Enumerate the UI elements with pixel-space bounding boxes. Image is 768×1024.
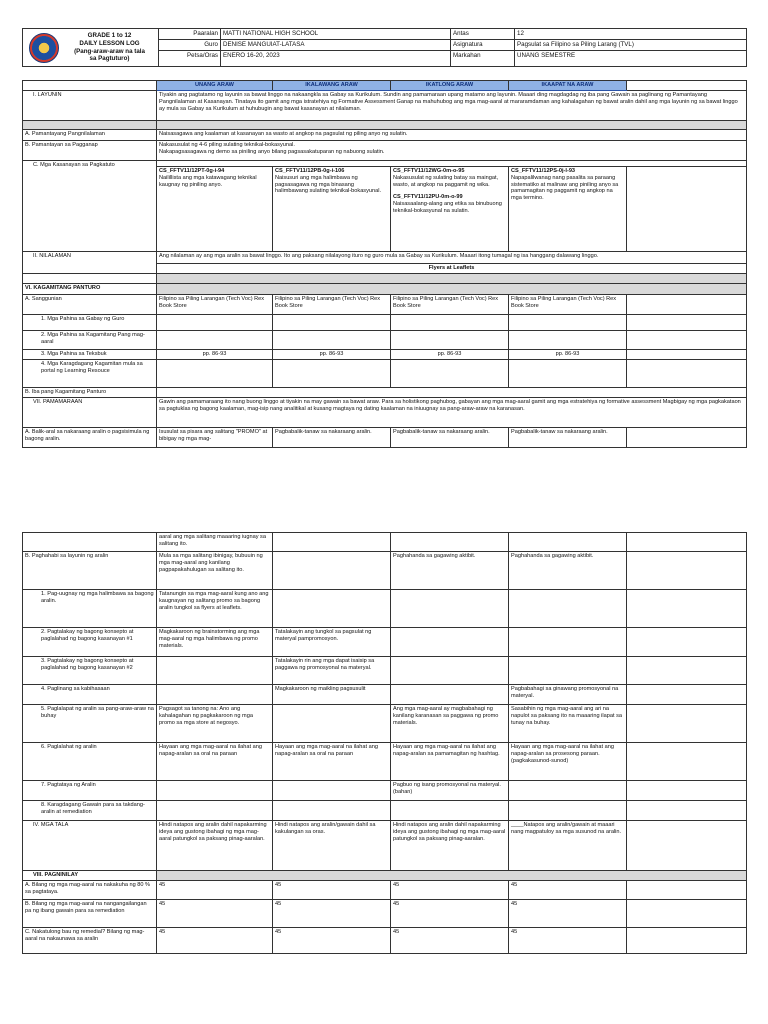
sanggunian-day-3: Filipino sa Piling Larangan (Tech Voc) Rex Book Store (391, 295, 509, 315)
pagtalakay-1-day-4 (509, 628, 627, 657)
grade-line-2: DAILY LESSON LOG (79, 39, 140, 47)
kasanayan-day-3 (391, 167, 509, 252)
mga-tala-label: IV. MGA TALA (23, 821, 157, 871)
paglinang-day-4: Pagbabahagi sa ginawang promosyonal na materyal. (509, 685, 627, 705)
refl-b-blank (627, 900, 747, 928)
pagtataya-label: 7. Pagtataya ng Aralin (23, 781, 157, 801)
kagamitan-label: VI. KAGAMITANG PANTURO (23, 284, 157, 295)
gabay-blank (627, 315, 747, 331)
pagganap-line-1: Nakasusulat ng 4-6 piling sulating teknikal-bokasyunal. (159, 142, 295, 148)
competency-code: CS_FFTV11/12PS-0j-l-93 (511, 168, 576, 174)
kasanayan-day-1 (157, 167, 273, 252)
grade-line-4: sa Pagtuturo) (89, 55, 130, 63)
refl-c-blank (627, 928, 747, 954)
quarter-label: Markahan (451, 51, 515, 67)
lesson-log-header (22, 28, 747, 67)
balik-aral-day-3: Pagbabalik-tanaw sa nakaraang aralin. (391, 428, 509, 448)
teksbuk-day-1: pp. 86-93 (157, 350, 273, 360)
mga-tala-day-2: Hindi natapos ang aralin/gawain dahil sa kakulangan sa oras. (273, 821, 391, 871)
paglalahat-blank (627, 743, 747, 781)
cont-day-3 (391, 533, 509, 552)
paghahabi-label: B. Paghahabi sa layunin ng aralin (23, 552, 157, 590)
karagdagang-day-4 (509, 360, 627, 388)
gabay-day-2 (273, 315, 391, 331)
pag-uugnay-day-2 (273, 590, 391, 628)
sanggunian-day-4: Filipino sa Piling Larangan (Tech Voc) Rex Book Store (509, 295, 627, 315)
paglalapat-day-2 (273, 705, 391, 743)
refl-b-label: B. Bilang ng mga mag-aaral na nangangailangan pa ng ibang gawain para sa remediation (23, 900, 157, 928)
date-label: Petsa/Oras (159, 51, 221, 67)
refl-c-day-1: 45 (157, 928, 273, 954)
paglalapat-day-3: Ang mga mag-aaral ay magbabahagi ng kanilang karanasan sa paggawa ng promo materials. (391, 705, 509, 743)
mga-tala-blank (627, 821, 747, 871)
pagtalakay-1-day-2: Tatalakayin ang tungkol sa pagsulat ng materyal pampromosyon. (273, 628, 391, 657)
competency-text: Naisusuri ang mga halimbawa ng pagsasagawa ng mga binasang halimbawang sulating teknikal-bokasyunal. (275, 174, 382, 195)
spacer-row-2-fill (157, 274, 747, 284)
pagninilay-fill (157, 871, 747, 881)
spacer-row-2 (23, 274, 157, 284)
pagtalakay-1-day-3 (391, 628, 509, 657)
corner-cell (23, 81, 157, 91)
pagtataya-day-4 (509, 781, 627, 801)
pagtataya-day-2 (273, 781, 391, 801)
pagganap-text (157, 141, 747, 161)
nilalaman-text: Ang nilalaman ay ang mga aralin sa bawat linggo. Ito ang paksang nilalayong ituro ng guro mula sa Gabay sa Kurikulum. Maaari itong tumagal ng isa hanggang dalawang linggo. (157, 252, 747, 264)
teksbuk-day-3: pp. 86-93 (391, 350, 509, 360)
kagamitan-pahina-label: 2. Mga Pahina sa Kagamitang Pang mag-aaral (23, 331, 157, 350)
pagtataya-blank (627, 781, 747, 801)
competency-text-2: Naisasaalang-alang ang etika sa binubuong teknikal-bokasyunal na sulatin. (393, 201, 502, 215)
teksbuk-blank (627, 350, 747, 360)
grade-level-value: 12 (515, 29, 747, 40)
layunin-text: Tiyakin ang pagtatamo ng layunin sa bawat linggo na nakaangkla sa Gabay sa Kurikulum. Sundin ang pamamaraan upang matamo ang layunin. Maaari ding magdagdag ng iba pang Gawain sa paglinang ng Pamantayang Pangnilalaman at Kasanayan. Tinataya ito gamit ang mga istratehiya ng Formative Assessment Ganap na mahuhubog ang mga mag-aaral at mararamdaman ang kahalagahan ng bawat aralin dahil ang mga layunin ng sa bawat linggo ay mula sa Gabay sa Kurikulum at huhubugin ang bawat kasanayan at nilalaman. (157, 91, 747, 121)
paghahabi-day-4: Paghahanda sa gagawing aktibit. (509, 552, 627, 590)
karagdagang-label: 4. Mga Karagdagang Kagamitan mula sa portal ng Learning Resouce (23, 360, 157, 388)
mga-tala-day-1: Hindi natapos ang aralin dahil napakarming ideya ang gustong ibahagi ng mga mag-aaral patungkol sa paksang pinag-aaralan. (157, 821, 273, 871)
cont-blank (627, 533, 747, 552)
competency-text: Nailillista ang mga katawagang teknikal kaugnay ng piniling anyo. (159, 174, 257, 188)
competency-text: Nakasusulat ng sulating batay sa maingat, wasto, at angkop na paggamit ng wika. (393, 174, 499, 188)
day-head-2: IKALAWANG ARAW (273, 81, 391, 91)
competency-code: CS_FFTV11/12PB-0g-i-106 (275, 168, 345, 174)
paghahabi-day-3: Paghahanda sa gagawing aktibit. (391, 552, 509, 590)
pagtalakay-2-day-1 (157, 657, 273, 685)
paglalapat-day-4: Sasabihin ng mga mag-aaral ang ari na napulot sa paksang ito na maaaring ilapat sa tunay na buhay. (509, 705, 627, 743)
kasanayan-day-4 (509, 167, 627, 252)
karagdagang-day-1 (157, 360, 273, 388)
refl-b-day-3: 45 (391, 900, 509, 928)
kasanayan-label: C. Mga Kasanayan sa Pagkatuto (23, 161, 157, 252)
pamamaraan-text: Gawin ang pamamaraang ito nang buong linggo at tiyakin na may gawain sa bawat araw. Para sa holistikong paghubog, gabayan ang mga mag-aaral gamit ang mga estratehiya ng formative assessment Magbigay ng mga pagkakataon sa pagtuklas ng bagong kaalaman, mag-isip nang analitikal at kusang magtaya ng dating kaalaman na iniuugnay sa pang-araw-araw na karanasan. (157, 398, 747, 428)
refl-a-day-2: 45 (273, 881, 391, 900)
school-label: Paaralan (159, 29, 221, 40)
paglalahat-day-4: Hayaan ang mga mag-aaral na ilahat ang napag-aralan sa prosesong paraan. (pagkakasunod-sunod) (509, 743, 627, 781)
refl-c-day-4: 45 (509, 928, 627, 954)
kagamitan-day-1 (157, 331, 273, 350)
school-value: MATTI NATIONAL HIGH SCHOOL (221, 29, 451, 40)
paglalahat-label: 6. Paglalahat ng aralin (23, 743, 157, 781)
teacher-label: Guro (159, 40, 221, 51)
day-head-1: UNANG ARAW (157, 81, 273, 91)
mga-tala-day-4: ____Natapos ang aralin/gawain at maaari nang magpatuloy sa mga susunod na aralin. (509, 821, 627, 871)
competency-code: CS_FFTV11/12PT-0g-i-94 (159, 168, 225, 174)
teksbuk-day-2: pp. 86-93 (273, 350, 391, 360)
kagamitan-day-4 (509, 331, 627, 350)
pagganap-label: B. Pamantayan sa Pagganap (23, 141, 157, 161)
karagdagang-gawain-day-3 (391, 801, 509, 821)
sanggunian-day-2: Filipino sa Piling Larangan (Tech Voc) Rex Book Store (273, 295, 391, 315)
karagdagang-gawain-day-1 (157, 801, 273, 821)
balik-aral-blank (627, 428, 747, 448)
refl-b-day-4: 45 (509, 900, 627, 928)
nilalaman-label: II. NILALAMAN (23, 252, 157, 274)
spacer-row-fill (157, 121, 747, 130)
paghahabi-day-2 (273, 552, 391, 590)
sanggunian-label: A. Sanggunian (23, 295, 157, 315)
pag-uugnay-day-3 (391, 590, 509, 628)
cont-day-2 (273, 533, 391, 552)
sanggunian-day-1: Filipino sa Piling Larangan (Tech Voc) Rex Book Store (157, 295, 273, 315)
balik-aral-day-2: Pagbabalik-tanaw sa nakaraang aralin. (273, 428, 391, 448)
teacher-value: DENISE MANGUIAT-LATASA (221, 40, 451, 51)
date-value: ENERO 16-20, 2023 (221, 51, 451, 67)
nilalaman-topic: Flyers at Leaflets (157, 264, 747, 274)
pagtalakay-2-label: 3. Pagtalakay ng bagong konsepto at paglalahad ng bagong kasanayan #2 (23, 657, 157, 685)
cont-day-1: aaral ang mga salitang maaaring iugnay sa salitang ito. (157, 533, 273, 552)
teksbuk-label: 3. Mga Pahina sa Teksbuk (23, 350, 157, 360)
layunin-label: I. LAYUNIN (23, 91, 157, 121)
gabay-day-3 (391, 315, 509, 331)
paglalapat-label: 5. Paglalapat ng aralin sa pang-araw-araw na buhay (23, 705, 157, 743)
iba-label: B. Iba pang Kagamitang Panturo (23, 388, 157, 398)
pagtalakay-2-day-3 (391, 657, 509, 685)
kasanayan-day-2 (273, 167, 391, 252)
paglinang-day-2: Magkakaroon ng maikling pagsusulit (273, 685, 391, 705)
quarter-value: UNANG SEMESTRE (515, 51, 747, 67)
header-logo-block (23, 29, 159, 67)
blank-head (627, 81, 747, 91)
competency-code-2: CS_FFTV11/12PU-0m-o-99 (393, 194, 463, 201)
competency-code: CS_FFTV11/12WG-0m-o-95 (393, 168, 465, 174)
grade-level-label: Antas (451, 29, 515, 40)
pagninilay-label: VIII. PAGNINILAY (23, 871, 157, 881)
refl-a-blank (627, 881, 747, 900)
teksbuk-day-4: pp. 86-93 (509, 350, 627, 360)
refl-b-day-1: 45 (157, 900, 273, 928)
school-seal-icon (29, 33, 59, 63)
kagamitan-blank (627, 331, 747, 350)
pagtalakay-1-blank (627, 628, 747, 657)
pangnilalaman-text: Naisasagawa ang kaalaman at kasanayan sa wasto at angkop na pagsulat ng piling anyo ng sulatin. (157, 130, 747, 141)
subject-label: Asignatura (451, 40, 515, 51)
balik-aral-day-4: Pagbabalik-tanaw sa nakaraang aralin. (509, 428, 627, 448)
kasanayan-blank (627, 167, 747, 252)
refl-c-label: C. Nakatulong bau ng remedial? Bilang ng mag-aaral na nakaunawa sa aralin (23, 928, 157, 954)
pag-uugnay-day-1: Tatanungin sa mga mag-aaral kung ano ang kaugnayan ng salitang promo sa bagong aralin tungkol sa flyers at leaflets. (157, 590, 273, 628)
cont-label (23, 533, 157, 552)
pag-uugnay-blank (627, 590, 747, 628)
spacer-row (23, 121, 157, 130)
iba-fill (157, 388, 747, 398)
balik-aral-label: A. Balik-aral sa nakaraang aralin o pagsisimula ng bagong aralin. (23, 428, 157, 448)
grade-line-3: (Pang-araw-araw na tala (74, 47, 145, 55)
pangnilalaman-label: A. Pamantayang Pangnilalaman (23, 130, 157, 141)
karagdagang-gawain-blank (627, 801, 747, 821)
pagtalakay-1-day-1: Magkakaroon ng brainstorming ang mga mag-aaral ng mga halimbawa ng promo materials. (157, 628, 273, 657)
refl-c-day-2: 45 (273, 928, 391, 954)
subject-value: Pagsulat sa Filipino sa Piling Larang (TVL) (515, 40, 747, 51)
paghahabi-blank (627, 552, 747, 590)
grade-line-1: GRADE 1 to 12 (87, 32, 132, 39)
paglinang-day-1 (157, 685, 273, 705)
karagdagang-blank (627, 360, 747, 388)
pagtataya-day-1 (157, 781, 273, 801)
refl-a-label: A. Bilang ng mga mag-aaral na nakakuha ng 80 % sa pagtataya. (23, 881, 157, 900)
lesson-log-page-2 (22, 532, 747, 954)
pagtalakay-2-blank (627, 657, 747, 685)
sanggunian-blank (627, 295, 747, 315)
pagtalakay-2-day-4 (509, 657, 627, 685)
karagdagang-gawain-day-2 (273, 801, 391, 821)
day-head-4: IKAAPAT NA ARAW (509, 81, 627, 91)
pagganap-line-2: Nakapagsasagawa ng demo sa piniling anyo bilang pagsasakatuparan ng nabuong sulatin. (159, 148, 385, 155)
competency-text: Napapalilwanag nang pasalita sa paraang sistematiko at malinaw ang piniling anyo sa pamamagitan ng paggamit ng angkop na mga termino. (511, 174, 619, 202)
gabay-label: 1. Mga Pahina sa Gabay ng Guro (23, 315, 157, 331)
refl-a-day-3: 45 (391, 881, 509, 900)
paglalahat-day-1: Hayaan ang mga mag-aaral na ilahat ang napag-aralan sa oral na paraan (157, 743, 273, 781)
cont-day-4 (509, 533, 627, 552)
refl-a-day-1: 45 (157, 881, 273, 900)
lesson-log-body (22, 80, 747, 448)
refl-b-day-2: 45 (273, 900, 391, 928)
pag-uugnay-day-4 (509, 590, 627, 628)
paglinang-day-3 (391, 685, 509, 705)
karagdagang-day-3 (391, 360, 509, 388)
pagtataya-day-3: Pagbuo ng isang promosyonal na materyal. (bahan) (391, 781, 509, 801)
kagamitan-day-3 (391, 331, 509, 350)
pamamaraan-label: VII. PAMAMARAAN (23, 398, 157, 428)
paglinang-label: 4. Paglinang sa kabihasaan (23, 685, 157, 705)
paghahabi-day-1: Mula sa mga salitang ibinigay, bubuuin ng mga mag-aaral ang kanilang pagpapakahulugan sa salitang ito. (157, 552, 273, 590)
karagdagang-day-2 (273, 360, 391, 388)
day-head-3: IKATLONG ARAW (391, 81, 509, 91)
paglalahat-day-2: Hayaan ang mga mag-aaral na ilahat ang napag-aralan sa oral na paraan (273, 743, 391, 781)
mga-tala-day-3: Hindi natapos ang aralin dahil napakarming ideya ang gustong ibahagi ng mga mag-aaral patungkol sa paksang pinag-aaralan. (391, 821, 509, 871)
gabay-day-4 (509, 315, 627, 331)
paglalapat-day-1: Pagsagot sa tanong na: Ano ang kahalagahan ng pagkakaroon ng mga promo sa mga store at negosyo. (157, 705, 273, 743)
karagdagang-gawain-day-4 (509, 801, 627, 821)
refl-c-day-3: 45 (391, 928, 509, 954)
paglinang-blank (627, 685, 747, 705)
kagamitan-fill (157, 284, 747, 295)
refl-a-day-4: 45 (509, 881, 627, 900)
pag-uugnay-label: 1. Pag-uugnay ng mga halimbawa sa bagong aralin. (23, 590, 157, 628)
karagdagang-gawain-label: 8. Karagdagang Gawain para sa takdang-aralin at remediation (23, 801, 157, 821)
pagtalakay-2-day-2: Tatalakayin rin ang mga dapat isaisip sa paggawa ng promosyonal na materyal. (273, 657, 391, 685)
balik-aral-day-1: Isusulat sa pisara ang salitang "PROMO" at bibigay ng mga mag- (157, 428, 273, 448)
gabay-day-1 (157, 315, 273, 331)
paglalapat-blank (627, 705, 747, 743)
kagamitan-day-2 (273, 331, 391, 350)
pagtalakay-1-label: 2. Pagtalakay ng bagong konsepto at paglalahad ng bagong kasanayan #1 (23, 628, 157, 657)
paglalahat-day-3: Hayaan ang mga mag-aaral na ilahat ang napag-aralan sa pamamagitan ng hashtag. (391, 743, 509, 781)
